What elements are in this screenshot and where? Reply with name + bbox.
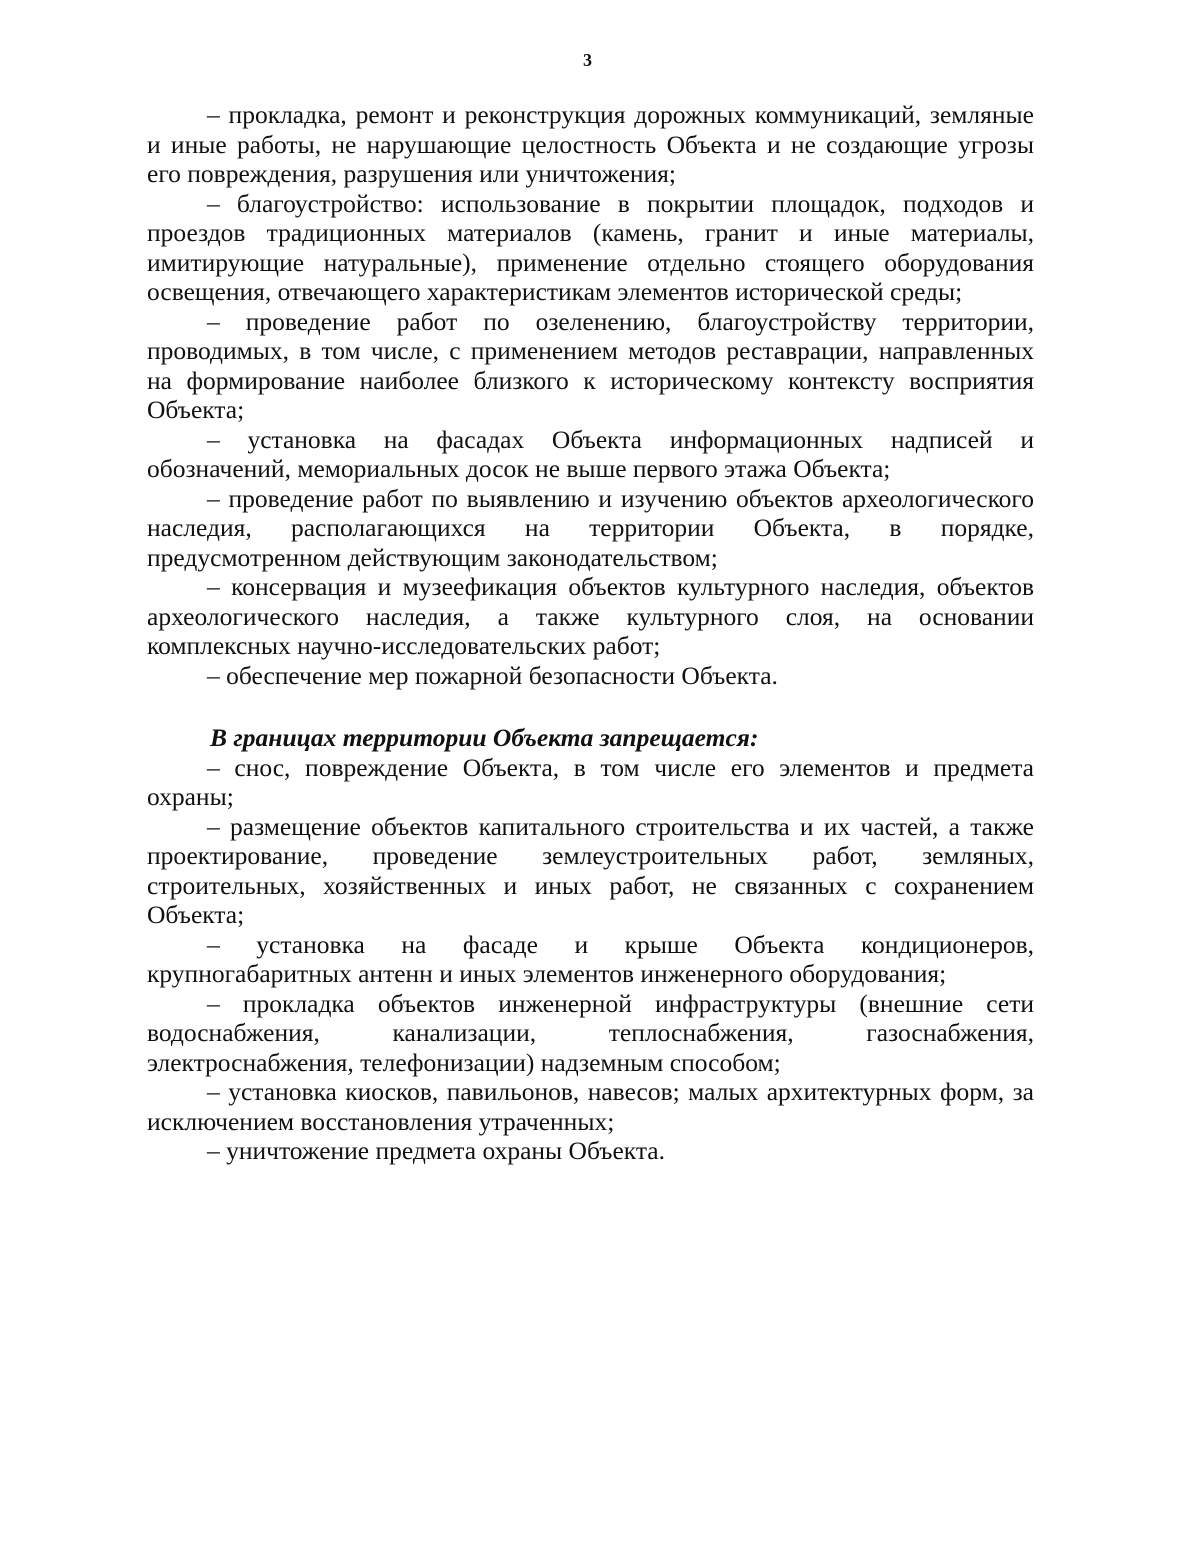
section-heading-prohibited: В границах территории Объекта запрещается: <box>210 723 759 752</box>
allowed-item: – благоустройство: использование в покрытии площадок, подходов и проездов традиционных материалов (камень, гранит и иные материалы, имитирующие натуральные), применение отдельно стоящего оборудования освещения, отвечающего характеристикам элементов исторической среды; <box>147 188 1034 306</box>
allowed-item: – прокладка, ремонт и реконструкция дорожных коммуникаций, земляные и иные работы, не нарушающие целостность Объекта и не создающие угрозы его повреждения, разрушения или уничтожения; <box>147 100 1034 188</box>
prohibited-item: – прокладка объектов инженерной инфраструктуры (внешние сети водоснабжения, канализации, теплоснабжения, газоснабжения, электроснабжения, телефонизации) надземным способом; <box>147 988 1034 1077</box>
prohibited-item: – установка киосков, павильонов, навесов; малых архитектурных форм, за исключением восстановления утраченных; <box>147 1077 1034 1136</box>
allowed-item: – обеспечение мер пожарной безопасности Объекта. <box>207 660 778 690</box>
allowed-item: – проведение работ по озеленению, благоустройству территории, проводимых, в том числе, с применением методов реставрации, направленных на формирование наиболее близкого к историческому контексту восприятия Объекта; <box>147 306 1034 424</box>
allowed-item: – проведение работ по выявлению и изучению объектов археологического наследия, располагающихся на территории Объекта, в порядке, предусмотренном действующим законодательством; <box>147 483 1034 572</box>
prohibited-item: – снос, повреждение Объекта, в том числе его элементов и предмета охраны; <box>147 752 1034 811</box>
prohibited-item: – размещение объектов капитального строительства и их частей, а также проектирование, проведение землеустроительных работ, земляных, строительных, хозяйственных и иных работ, не связанных с сохранением Объекта; <box>147 811 1034 929</box>
allowed-item: – установка на фасадах Объекта информационных надписей и обозначений, мемориальных досок не выше первого этажа Объекта; <box>147 424 1034 483</box>
prohibited-item: – установка на фасаде и крыше Объекта кондиционеров, крупногабаритных антенн и иных элементов инженерного оборудования; <box>147 929 1034 988</box>
page-number: 3 <box>583 50 592 70</box>
allowed-item: – консервация и музеефикация объектов культурного наследия, объектов археологического наследия, а также культурного слоя, на основании комплексных научно-исследовательских работ; <box>147 572 1034 660</box>
prohibited-item: – уничтожение предмета охраны Объекта. <box>207 1136 666 1165</box>
document-body <box>147 100 1034 1166</box>
